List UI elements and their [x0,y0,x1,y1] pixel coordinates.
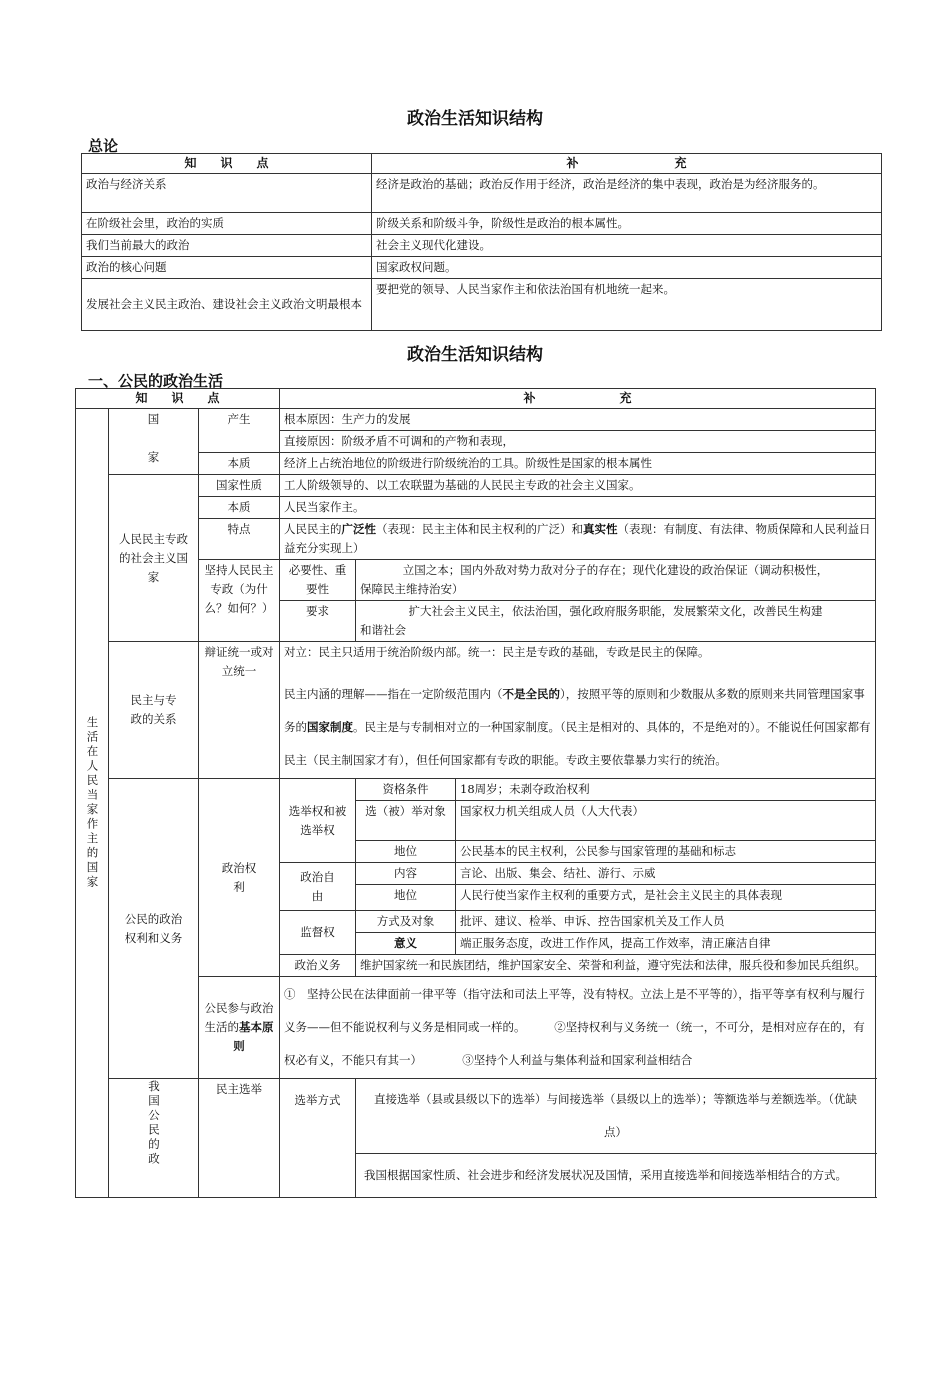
table-row [82,279,882,331]
content-label: 内容 [356,863,456,885]
rights-label: 公民的政治权利和义务 [109,779,199,1079]
page-title: 政治生活知识结构 [407,109,543,129]
relation-text [280,642,876,779]
feature-d: （表现：有制度、有法律、物质保障和人民利益日益充分实现上） [284,522,871,555]
table-row [76,642,876,779]
row-knowledge: 政治的核心问题 [82,257,372,279]
require-label: 要求 [280,601,356,642]
table-row [76,409,876,431]
obj-text: 国家权力机关组成人员（人大代表） [456,801,876,841]
header-supplement: 补 充 [372,154,882,174]
header-supplement: 补 充 [280,389,876,409]
table-row [82,174,882,213]
election-text-1: 直接选举（县或县级以下的选举）与间接选举（县级以上的选举）；等额选举与差额选举。（优缺点） [356,1079,876,1154]
meaning-text: 端正服务态度，改进工作作风，提高工作效率，清正廉洁自律 [456,933,876,955]
table-row [82,213,882,235]
election-label: 民主选举 [199,1079,280,1198]
qual-label: 资格条件 [356,779,456,801]
essence-label: 本质 [199,453,280,475]
require-text [356,601,876,642]
section-heading: 总论 [88,137,119,155]
row-knowledge: 发展社会主义民主政治、建设社会主义政治文明最根本 [82,279,372,331]
fstatus-label: 地位 [356,885,456,911]
election-method: 选举方式 [280,1079,356,1198]
origin-text: 根本原因：生产力的发展 [280,409,876,431]
principle-label-b: 基本原则 [233,1020,274,1053]
necessity-line: 保障民主维持治安） [360,582,464,596]
summary-table [81,153,882,331]
obj-label: 选（被）举对象 [356,801,456,841]
method-label: 方式及对象 [356,911,456,933]
row-knowledge: 政治与经济关系 [82,174,372,213]
nature-text: 工人阶级领导的、以工农联盟为基础的人民民主专政的社会主义国家。 [280,475,876,497]
table-row [76,779,876,801]
essence-text: 经济上占统治地位的阶级进行阶级统治的工具。阶级性是国家的根本属性 [280,453,876,475]
origin-text: 直接原因：阶级矛盾不可调和的产物和表现， [280,431,876,453]
pol-rights-label: 政治权利 [199,779,280,977]
content-text: 言论、出版、集会、结社、游行、示威 [456,863,876,885]
side-label-text: 生活在人民当家作主的国家 [85,716,100,890]
state-label [109,409,199,475]
necessity-label: 必要性、重要性 [280,560,356,601]
side-label-2-text: 我国公民的政 [147,1080,161,1167]
freedom-label: 政治自由 [280,863,356,911]
feature-text [280,519,876,560]
feature-c: （表现：民主主体和民主权利的广泛）和 [376,522,584,536]
meaning-bold: 意义 [394,936,418,950]
origin-label: 产生 [199,409,280,453]
feature-label: 特点 [199,519,280,560]
relation-bold: 国家制度 [307,720,354,734]
necessity-line: 立国之本；国内外敌对势力敌对分子的存在；现代化建设的政治保证（调动积极性， [402,563,829,577]
qual-text: 18周岁；未剥夺政治权利 [456,779,876,801]
relation-part: 。民主是与专制相对立的一种国家制度。（民主是相对的、具体的，不是绝对的）。不能说任何国家都有民主（民主制国家才有），但任何国家都有专政的职能。专政主要依靠暴力实行的统治。 [284,720,871,767]
method-text: 批评、建议、检举、申诉、控告国家机关及工作人员 [456,911,876,933]
side-label-2 [109,1079,199,1198]
header-knowledge: 知 识 点 [76,389,280,409]
section-heading: 一、公民的政治生活 [88,372,224,390]
duty-text: 维护国家统一和民族团结，维护国家安全、荣誉和利益，遵守宪法和法律，服兵役和参加民兵组织。 [356,955,876,977]
row-knowledge: 我们当前最大的政治 [82,235,372,257]
supervise-label: 监督权 [280,911,356,955]
row-supplement: 要把党的领导、人民当家作主和依法治国有机地统一起来。 [372,279,882,331]
duty-label: 政治义务 [280,955,356,977]
principle-label [199,977,280,1079]
uphold-label: 坚持人民民主专政（为什么？如何？） [199,560,280,642]
dem-essence-label: 本质 [199,497,280,519]
table-row [76,1079,876,1154]
header-knowledge: 知 识 点 [82,154,372,174]
page-title: 政治生活知识结构 [407,345,543,365]
principle-label-a: 公民参与政治生活的 [204,1001,274,1034]
relation-bold: 不是全民的 [502,687,561,701]
row-supplement: 阶级关系和阶级斗争，阶级性是政治的根本属性。 [372,213,882,235]
table-row [82,235,882,257]
row-supplement: 社会主义现代化建设。 [372,235,882,257]
feature-reality: 真实性 [583,522,618,536]
state-label-bottom: 家 [147,450,160,464]
elect-label: 选举权和被选举权 [280,779,356,863]
necessity-text [356,560,876,601]
status-label: 地位 [356,841,456,863]
status-text: 公民基本的民主权利，公民参与国家管理的基础和标志 [456,841,876,863]
principle-text: ① 坚持公民在法律面前一律平等（指守法和司法上平等，没有特权。立法上是不平等的），指平等享有权利与履行义务——但不能说权利与义务是相同或一样的。 ②坚持权利与义务统一（统一，不可分，是相对应存在的，有权必有义，不能只有其一） ③坚持个人利益与集体利益和国家利益相结合 [280,977,876,1079]
relation-democracy [284,678,871,777]
relation-part: 民主内涵的理解——指在一定阶级范围内（ [284,687,503,701]
relation-part: ），按照平等的原则和少数服从多数的原则来共同管理国家事务的 [284,687,865,734]
table-row [82,257,882,279]
row-supplement: 国家政权问题。 [372,257,882,279]
dem-essence-text: 人民当家作主。 [280,497,876,519]
structure-table [75,388,876,1198]
state-label-top: 国 [147,412,160,426]
nature-label: 国家性质 [199,475,280,497]
table-row [76,475,876,497]
table-header [82,154,882,174]
meaning-label [356,933,456,955]
dem-label: 人民民主专政的社会主义国家 [109,475,199,642]
row-knowledge: 在阶级社会里，政治的实质 [82,213,372,235]
side-label [76,409,109,1198]
row-supplement: 经济是政治的基础；政治反作用于经济，政治是经济的集中表现，政治是为经济服务的。 [372,174,882,213]
require-line: 扩大社会主义民主，依法治国，强化政府服务职能，发展繁荣文化，改善民生构建 [408,604,823,618]
relation-label: 民主与专政的关系 [109,642,199,779]
table-header [76,389,876,409]
feature-breadth: 广泛性 [341,522,377,536]
relation-line: 对立：民主只适用于统治阶级内部。统一：民主是专政的基础，专政是民主的保障。 [284,645,710,659]
fstatus-text: 人民行使当家作主权利的重要方式，是社会主义民主的具体表现 [456,885,876,911]
election-text-2: 我国根据国家性质、社会进步和经济发展状况及国情，采用直接选举和间接选举相结合的方式。 [356,1154,876,1198]
relation-sub: 辩证统一或对立统一 [199,642,280,779]
feature-a: 人民民主的 [284,522,342,536]
require-line: 和谐社会 [360,623,407,637]
